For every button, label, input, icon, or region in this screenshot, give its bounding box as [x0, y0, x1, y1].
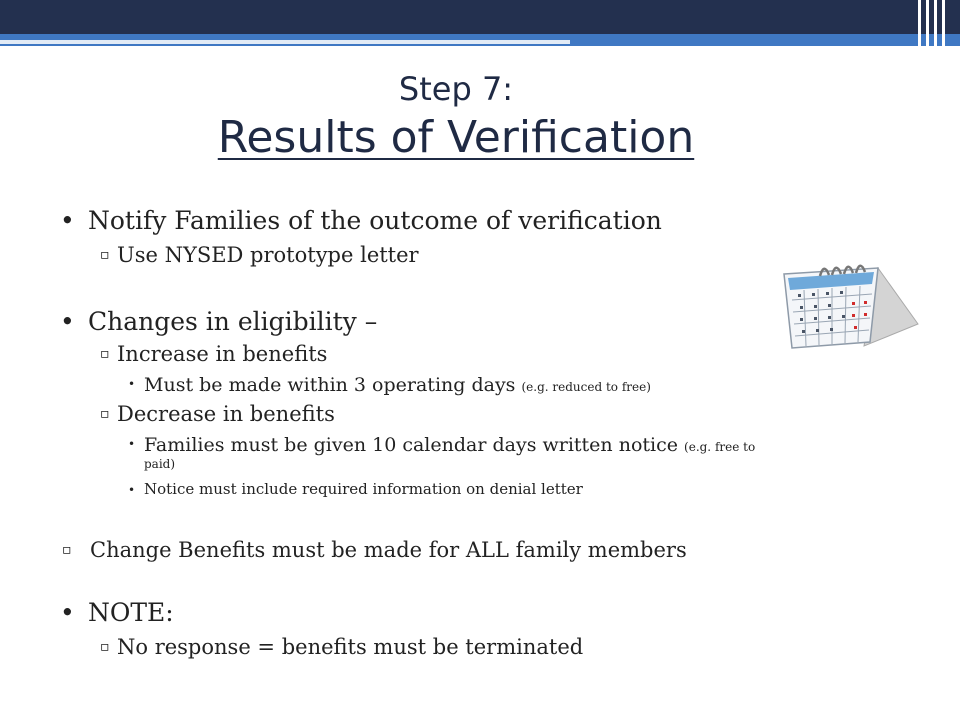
step-label: Step 7: — [398, 70, 514, 108]
bullet-decrease-detail: • Families must be given 10 calendar days written notice (e.g. free to — [128, 434, 756, 456]
bullet-changes: • Changes in eligibility – — [60, 307, 378, 336]
header-divider-line — [0, 40, 570, 44]
bullet-note: • NOTE: — [60, 598, 174, 627]
header-bar — [0, 0, 960, 34]
header-divider-line — [570, 49, 890, 52]
header-corner-decoration — [910, 0, 960, 70]
bullet-decrease-example-wrap: paid) — [144, 457, 176, 471]
calendar-icon — [778, 254, 924, 354]
bullet-increase-detail: • Must be made within 3 operating days (e.g. reduced to free) — [128, 374, 651, 396]
bullet-decrease: ▫ Decrease in benefits — [100, 402, 335, 426]
bullet-notify: • Notify Families of the outcome of verification — [60, 206, 662, 235]
bullet-no-response: ▫ No response = benefits must be terminated — [100, 635, 584, 659]
bullet-change-all: ▫ Change Benefits must be made for ALL family members — [62, 538, 687, 562]
bullet-use-letter: ▫ Use NYSED prototype letter — [100, 243, 419, 267]
header-divider-line — [570, 62, 775, 64]
page-title: Results of Verification — [217, 112, 695, 163]
bullet-increase: ▫ Increase in benefits — [100, 342, 328, 366]
bullet-notice-detail: • Notice must include required information on denial letter — [128, 480, 583, 498]
